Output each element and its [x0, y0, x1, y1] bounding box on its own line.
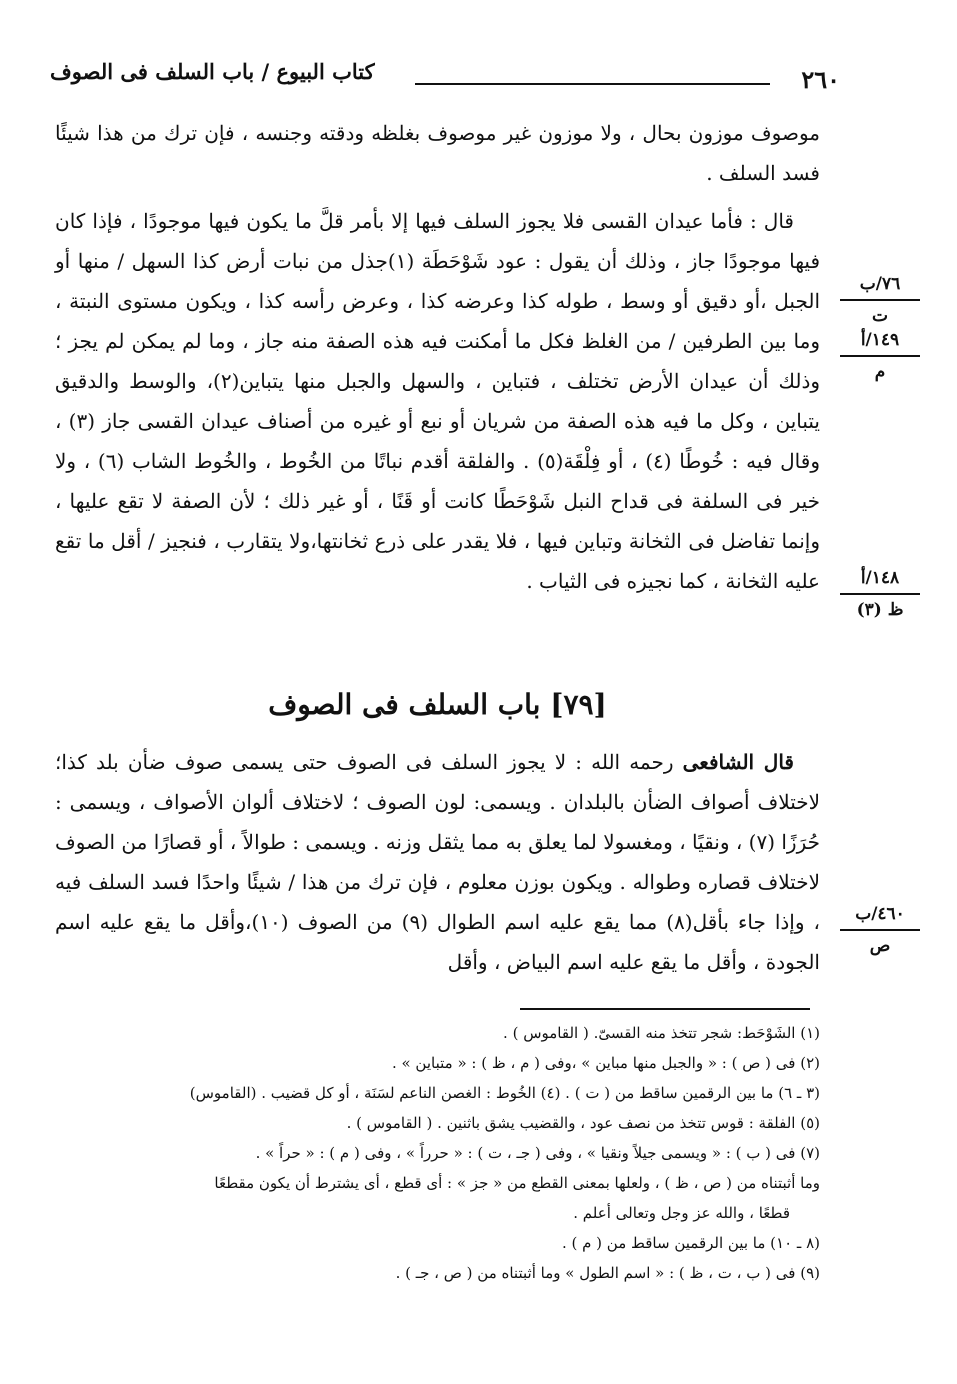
- margin-note-3: [830, 902, 930, 958]
- section-lead: قال الشافعى: [682, 750, 794, 774]
- header-rule: [415, 83, 770, 85]
- margin-ref-mid: ت: [871, 306, 888, 326]
- margin-rule: [840, 355, 920, 357]
- footnotes: [50, 1018, 820, 1288]
- footnote: (٧) فى ( ب ) : « ويسمى جيلاً ونقيا » ، وفى ( جـ ، ت ) : « حرراً » ، وفى ( م ) : « حراً » .: [255, 1144, 820, 1162]
- footnote-separator: [520, 1008, 810, 1010]
- footnote: (٥) الفلقة : قوس تتخذ من نصف عود ، والقضيب يشق باثنين . ( القاموس ) .: [346, 1114, 820, 1132]
- margin-rule: [840, 593, 920, 595]
- main-text: [55, 113, 820, 601]
- footnote: (٣ ـ ٦) ما بين الرقمين ساقط من ( ت ) . (٤) الخُوط : الغصن الناعم لسَنَة ، أو كل قضيب . (القاموس): [189, 1084, 820, 1102]
- paragraph-1: موصوف موزون بحال ، ولا موزون غير موصوف بغلظه ودقته وجنسه ، فإن ترك من هذا شيئًا فسد السلف .: [55, 121, 820, 185]
- margin-ref-top: ١٤٨/أ: [860, 568, 900, 588]
- footnote: (٢) فى ( ص ) : « والجبل منها مباين » ،وفى ( م ، ظ ) : « متباين » .: [391, 1054, 820, 1072]
- margin-ref-top: ٤٦٠/ب: [855, 904, 905, 924]
- margin-note-1: [830, 272, 930, 384]
- margin-ref-bottom: ١٤٩/أ: [860, 330, 900, 350]
- margin-ref-bottom: ص: [869, 936, 891, 956]
- section-text: [55, 742, 820, 982]
- footnote-continuation: قطعًا ، والله عز وجل وتعالى أعلم .: [573, 1204, 790, 1222]
- margin-rule: [840, 299, 920, 301]
- margin-ref-bottom: ظ (٣): [856, 600, 904, 620]
- margin-note-2: [830, 566, 930, 622]
- margin-rule: [840, 929, 920, 931]
- footnote: (١) الشَوْحَط: شجر تتخذ منه القسىّ. ( القاموس ) .: [503, 1024, 820, 1042]
- section-body: رحمه الله : لا يجوز السلف فى الصوف حتى يسمى صوف ضأن بلد كذا؛ لاختلاف أصواف الضأن بالبلدان . ويسمى: لون الصوف ؛ لاختلاف ألوان الأصواف ، ويسمى : حُرَزًا (٧) ، ونقيًا ، ومغسولا لما يعلق به مما يثقل وزنه . ويسمى : طوالاً ، أو قصارًا من الصوف لاختلاف قصاره وطواله . ويكون بوزن معلوم ، فإن ترك من هذا / شيئًا واحدًا فسد السلف فيه ، وإذا جاء بأقل(٨) مما يقع عليه اسم الطوال (٩) من الصوف (١٠)،وأقل ما يقع عليه اسم الجودة ، وأقل ما يقع عليه اسم البياض ، وأقل: [55, 750, 820, 974]
- paragraph-2: قال : فأما عيدان القسى فلا يجوز السلف فيها إلا بأمر قلَّ ما يكون فيها موجودًا ، فإذا كان فيها موجودًا جاز ، وذلك أن يقول : عود شَوْحَطَة (١)جذل من نبات أرض كذا السهل / منها أو الجبل ،أو دقيق أو وسط ، طوله كذا وعرضه كذا ، وعرض رأسه كذا ، ويكون مستوى النبتة ، وما بين الطرفين / من الغلظ فكل ما أمكنت فيه هذه الصفة منه جاز ، وما لم يمكن لم يجز ؛ وذلك أن عيدان الأرض تختلف ، فتباين ، والسهل والجبل منها يتباين(٢)، والوسط والدقيق يتباين ، وكل ما فيه هذه الصفة من شريان أو نبع أو غيره من أصناف عيدان القسى جاز (٣) ، وقال فيه : خُوطًا (٤) ، أو فِلْقَة(٥) . والفلقة أقدم نباتًا من الخُوط ، والخُوط الشاب (٦) ، ولا خير فى السلفة فى قداح النبل شَوْحَطًا كانت أو قَنًا ، أو غير ذلك ؛ لأن الصفة لا تقع عليها ، وإنما تفاضل فى الثخانة وتباين فيها ، فلا يقدر على ذرع ثخانتها،ولا يتقارب ، فنجيز / أقل ما تقع عليه الثخانة ، كما نجيزه فى الثياب .: [55, 209, 821, 593]
- page-number: ٢٦٠: [801, 65, 840, 94]
- running-head: كتاب البيوع / باب السلف فى الصوف: [50, 59, 375, 84]
- footnote: (٩) فى ( ب ، ت ، ظ ) : « اسم الطول » وما أثبتناه من ( ص ، جـ ) .: [395, 1264, 820, 1282]
- section-title: [٧٩] باب السلف فى الصوف: [268, 688, 607, 721]
- margin-ref-top: ٧٦/ب: [859, 274, 901, 294]
- footnote: وما أثبتناه من ( ص ، ظ ) ، ولعلها بمعنى القطع من « جز » : أى قطع ، أى يشترط أن يكون مقطعًا: [214, 1174, 820, 1192]
- footnote: (٨ ـ ١٠) ما بين الرقمين ساقط من ( م ) .: [561, 1234, 820, 1252]
- page-header: [50, 55, 840, 95]
- section-paragraph: [55, 742, 820, 982]
- margin-ref-sub: م: [874, 362, 886, 382]
